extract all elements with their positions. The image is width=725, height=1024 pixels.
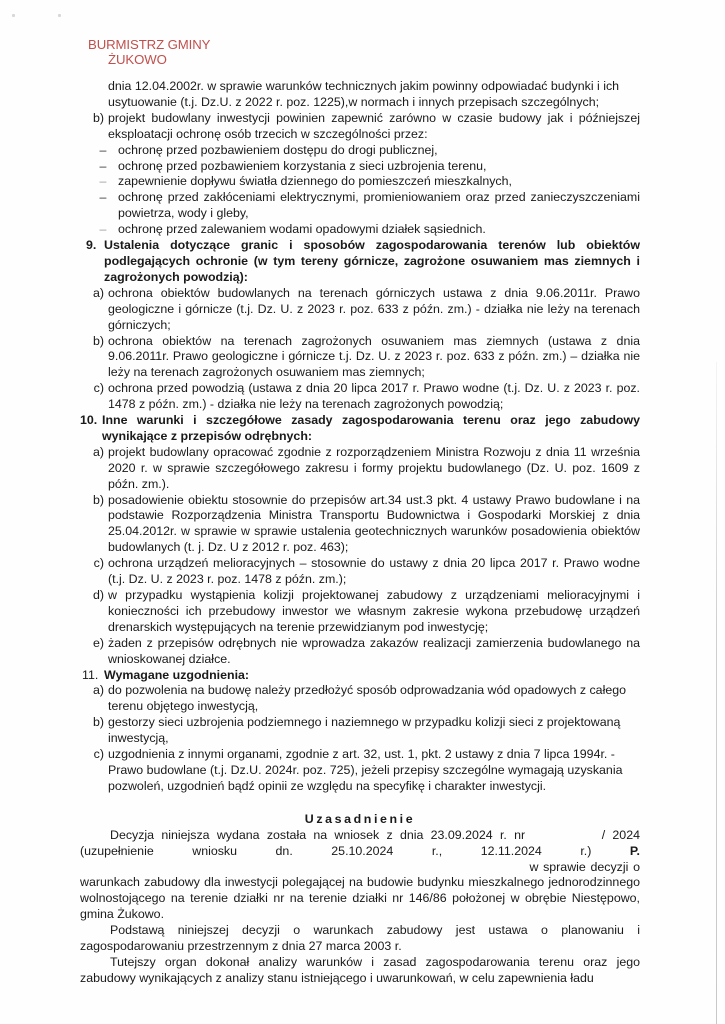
dash-text: ochronę przed zakłóceniami elektrycznymi, promieniowaniem oraz przed zanieczyszczeniami powietrza, wody i gleby, — [118, 190, 640, 221]
continued-text — [80, 79, 640, 111]
scan-artifact — [12, 14, 15, 17]
section-title: Wymagane uzgodnienia: — [104, 667, 250, 682]
list-marker: c) — [93, 556, 104, 571]
section-10-item — [80, 493, 640, 557]
dash-marker: – — [99, 222, 107, 237]
section-title: Inne warunki i szczegółowe zasady zagospodarowania terenu oraz jego zabudowy wynikające z przepisów odrębnych: — [102, 413, 640, 443]
section-number: 9. — [86, 238, 97, 253]
document-body — [80, 79, 640, 987]
section-11-item — [80, 715, 640, 747]
justification-paragraph-3: Tutejszy organ dokonał analizy warunków i zasad zagospodarowania terenu oraz jego zabudowy wynikających z analizy stanu istniejącego i uwarunkowań, w celu zapewnienia ładu — [80, 954, 640, 985]
section-10-item — [80, 556, 640, 588]
list-item-text: do pozwolenia na budowę należy przedłożyć sposób odprowadzania wód opadowych z całego terenu objętego inwestycją, — [108, 683, 626, 714]
justification-text: / 2024 — [601, 827, 640, 842]
list-item-text: żaden z przepisów odrębnych nie wprowadza zakazów realizacji zamierzenia budowlanego na wnioskowanej działce. — [108, 635, 640, 666]
section-10-item — [80, 445, 640, 493]
dash-marker: – — [99, 142, 107, 157]
dash-marker: – — [99, 158, 107, 173]
justification-text: Decyzja niniejsza wydana została na wniosek z dnia 23.09.2024 r. nr — [110, 827, 526, 842]
list-item-text: ochrona obiektów budowlanych na terenach górniczych ustawa z dnia 9.06.2011r. Prawo geologiczne i górnicze (t.j. Dz. U. z 2023 r. poz. 633 z późn. zm.) - działka nie leży na terenach górniczych; — [108, 285, 640, 332]
redacted-region — [80, 862, 380, 872]
list-marker: a) — [92, 683, 104, 698]
list-marker: e) — [92, 635, 104, 650]
section-9-item — [80, 381, 640, 413]
list-item-text: gestorzy sieci uzbrojenia podziemnego i naziemnego w przypadku kolizji sieci z projektowaną inwestycją, — [108, 715, 621, 746]
section-11-item — [80, 747, 640, 795]
list-marker: a) — [92, 444, 104, 459]
dash-text: ochronę przed pozbawieniem dostępu do drogi publicznej, — [118, 142, 438, 157]
justification-paragraph-1 — [80, 828, 640, 923]
continued-line-2: usytuowanie (t.j. Dz.U. z 2022 r. poz. 1225),w normach i innych przepisach szczególnych; — [108, 94, 600, 109]
section-9-item — [80, 334, 640, 382]
dash-item — [80, 174, 640, 190]
section-10-item — [80, 636, 640, 668]
list-item-text: w przypadku wystąpienia kolizji projektowanej zabudowy z urządzeniami melioracyjnymi i konieczności ich przebudowy inwestor we własnym zakresie wykona przebudowę urządzeń drenarskich występujących na terenie przewidzianym pod inwestycję; — [108, 588, 640, 634]
section-10-heading — [80, 413, 640, 445]
list-item-text: ochrona przed powodzią (ustawa z dnia 20 lipca 2017 r. Prawo wodne (t.j. Dz. U. z 2023 r. poz. 1478 z późn. zm.) - działka nie leży na terenach zagrożonych powodzią; — [108, 381, 640, 412]
list-marker: b) — [92, 333, 104, 348]
list-item-b — [80, 111, 640, 143]
dash-item — [80, 190, 640, 222]
list-item-text: uzgodnienia z innymi organami, zgodnie z art. 32, ust. 1, pkt. 2 ustawy z dnia 7 lipca 1994r. - Prawo budowlane (t.j. Dz.U. 2024r. poz. 725), jeżeli przepisy szczególne wymagają uzyskania pozwoleń, uzgodnień bądź opinii ze względu na specyfikę i charakter inwestycji. — [108, 747, 623, 793]
dash-item — [80, 222, 640, 238]
justification-title: Uzasadnienie — [304, 811, 416, 826]
list-marker: c) — [93, 747, 104, 762]
dash-list — [80, 143, 640, 238]
list-item-text: posadowienie obiektu stosownie do przepisów art.34 ust.3 pkt. 4 ustawy Prawo budowlane i na podstawie Rozporządzenia Ministra Transportu Budownictwa i Gospodarki Morskiej z dnia 25.04.2012r. w sprawie w sprawie ustalenia geotechnicznych warunków posadowienia obiektów budowlanych (t. j. Dz. U z 2012 r. poz. 463); — [108, 492, 640, 555]
applicant-initial: P. — [629, 843, 640, 858]
list-marker: b) — [92, 110, 104, 125]
section-9-item — [80, 286, 640, 334]
dash-marker: – — [99, 174, 107, 189]
dash-marker: – — [99, 190, 107, 205]
list-item-text: ochrona urządzeń melioracyjnych – stosownie do ustawy z dnia 20 lipca 2017 r. Prawo wodne (t.j. Dz. U. z 2023 r. poz. 1478 z późn. zm.); — [108, 556, 640, 587]
section-11-heading — [80, 668, 640, 684]
redacted-region — [385, 862, 525, 872]
dash-text: zapewnienie dopływu światła dziennego do pomieszczeń mieszkalnych, — [118, 174, 512, 189]
list-marker: a) — [92, 285, 104, 300]
list-item-text: ochrona obiektów na terenach zagrożonych osuwaniem mas ziemnych (ustawa z dnia 9.06.2011r. Prawo geologiczne i górnicze t.j. Dz. U. z 2023 r. poz. 633 z późn. zm.) – działka nie leży na terenach zagrożonych osuwaniem mas ziemnych; — [108, 333, 640, 380]
justification-text: w sprawie decyzji o warunkach zabudowy dla inwestycji polegającej na budowie budynku mieszkalnego jednorodzinnego wolnostojącego na terenie działki nr na terenie działki nr 146/86 położonej w obrębie Niestępowo, gmina Żukowo. — [80, 859, 640, 922]
letterhead-line-1: BURMISTRZ GMINY — [88, 37, 211, 52]
list-marker: d) — [92, 588, 104, 602]
redacted-region — [532, 830, 594, 840]
dash-item — [80, 143, 640, 159]
justification-text: (uzupełnienie wniosku dn. 25.10.2024 r., 12.11.2024 r.) — [80, 843, 592, 858]
list-item-text: projekt budowlany inwestycji powinien zapewnić zarówno w czasie budowy jak i późniejszej eksploatacji ochronę osób trzecich w szczególności przez: — [108, 110, 640, 141]
section-9-heading — [80, 238, 640, 286]
list-marker: b) — [92, 715, 104, 730]
list-marker: b) — [92, 492, 104, 507]
list-item-text: projekt budowlany opracować zgodnie z rozporządzeniem Ministra Rozwoju z dnia 11 września 2020 r. w sprawie szczegółowego zakresu i formy projektu budowlanego (Dz. U. poz. 1609 z późn. zm.). — [108, 444, 640, 491]
dash-text: ochronę przed zalewaniem wodami opadowymi działek sąsiednich. — [118, 222, 486, 237]
letterhead — [88, 37, 210, 67]
continued-line-1: dnia 12.04.2002r. w sprawie warunków technicznych jakim powinny odpowiadać budynki i ich — [108, 79, 620, 93]
dash-item — [80, 159, 640, 175]
dash-text: ochronę przed pozbawieniem korzystania z sieci uzbrojenia terenu, — [118, 158, 487, 173]
section-10-item — [80, 588, 640, 636]
justification-paragraph-2: Podstawą niniejszej decyzji o warunkach zabudowy jest ustawa o planowaniu i zagospodarowaniu przestrzennym z dnia 27 marca 2003 r. — [80, 923, 640, 954]
section-number: 10. — [80, 413, 98, 428]
section-number: 11. — [82, 667, 99, 682]
section-title: Ustalenia dotyczące granic i sposobów zagospodarowania terenów lub obiektów podlegających ochronie (w tym tereny górnicze, zagrożone osuwaniem mas ziemnych i zagrożonych powodzią): — [104, 238, 640, 284]
scan-edge-line — [716, 362, 717, 1024]
section-11-item — [80, 683, 640, 715]
letterhead-line-2: ŻUKOWO — [108, 52, 167, 67]
scan-artifact — [58, 14, 61, 17]
list-marker: c) — [93, 381, 104, 396]
